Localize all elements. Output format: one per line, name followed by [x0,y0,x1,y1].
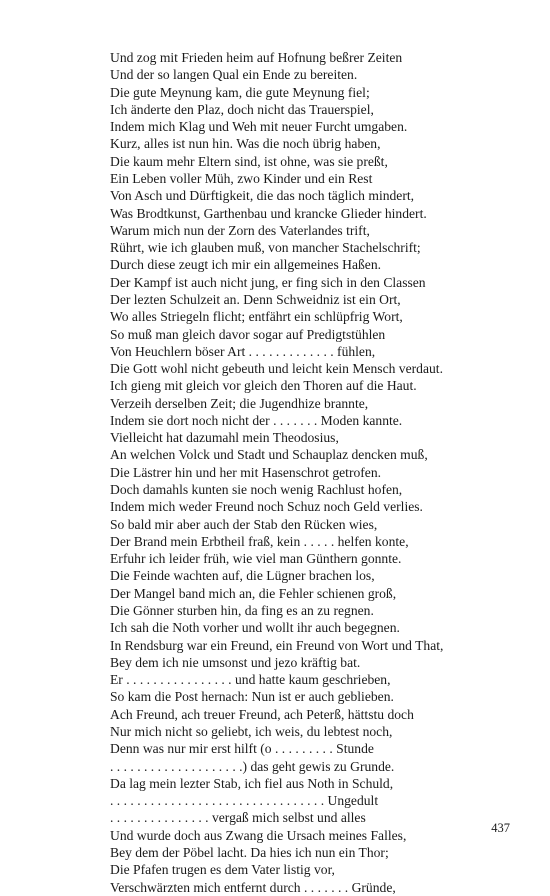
poem-line: An welchen Volck und Stadt und Schauplaz dencken muß, [110,447,428,463]
poem-line: Die gute Meynung kam, die gute Meynung fiel; [110,84,370,100]
poem-line: Indem mich weder Freund noch Schuz noch Geld verlies. [110,499,423,515]
poem-line: Die Lästrer hin und her mit Hasenschrot getrofen. [110,464,382,480]
page-number: 437 [491,821,510,835]
poem-line: Denn was nur mir erst hilft (o . . . . . . . . . Stunde [110,741,374,757]
poem-line: Und zog mit Frieden heim auf Hofnung beßrer Zeiten [110,50,403,65]
poem-line: Ein Leben voller Müh, zwo Kinder und ein Rest [110,170,373,186]
poem-line: Die Feinde wachten auf, die Lügner brachen los, [110,568,375,584]
poem-line: Der lezten Schulzeit an. Denn Schweidniz ist ein Ort, [110,291,401,307]
poem-line: . . . . . . . . . . . . . . . . . . . . . . . . . . . . . . . . Ungedult [110,793,379,809]
poem-line: So bald mir aber auch der Stab den Rücken wies, [110,516,378,532]
poem-line: Von Heuchlern böser Art . . . . . . . . . . . . . fühlen, [110,343,376,359]
poem-line: Von Asch und Dürftigkeit, die das noch täglich mindert, [110,188,415,204]
poem-line: Erfuhr ich leider früh, wie viel man Günthern gonnte. [110,551,402,567]
poem-line: So kam die Post hernach: Nun ist er auch geblieben. [110,689,394,705]
poem-line: Doch damahls kunten sie noch wenig Rachlust hofen, [110,482,403,498]
poem-line: Indem sie dort noch nicht der . . . . . . . Moden kannte. [110,412,403,428]
poem-line: Verzeih derselben Zeit; die Jugendhize brannte, [110,395,369,411]
poem-line: Er . . . . . . . . . . . . . . . . und hatte kaum geschrieben, [110,672,391,688]
poem-line: Bey dem ich nie umsonst und jezo kräftig bat. [110,654,361,670]
poem-line: Der Mangel band mich an, die Fehler schienen groß, [110,585,397,601]
poem-line: Indem mich Klag und Weh mit neuer Furcht umgaben. [110,119,408,135]
poem-line: Ich gieng mit gleich vor gleich den Thoren auf die Haut. [110,378,417,394]
poem-line: Bey dem der Pöbel lacht. Da hies ich nun ein Thor; [110,844,389,860]
poem-line: Und wurde doch aus Zwang die Ursach meines Falles, [110,827,407,843]
poem-line: Ach Freund, ach treuer Freund, ach Peterß, hättstu doch [110,706,414,722]
poem-line: In Rendsburg war ein Freund, ein Freund von Wort und That, [110,637,444,653]
poem-line: Nur mich nicht so geliebt, ich weis, du lebtest noch, [110,723,393,739]
poem-line: Rührt, wie ich glauben muß, von mancher Stachelschrift; [110,240,421,256]
poem-line: Und der so langen Qual ein Ende zu bereiten. [110,67,358,83]
poem-line: Vielleicht hat dazumahl mein Theodosius, [110,430,339,446]
poem-line: . . . . . . . . . . . . . . . vergaß mich selbst und alles [110,810,366,826]
poem-line: Die kaum mehr Eltern sind, ist ohne, was sie preßt, [110,153,388,169]
poem-line: Die Gott wohl nicht gebeuth und leicht kein Mensch verdaut. [110,361,443,377]
poem-line: Kurz, alles ist nun hin. Was die noch übrig haben, [110,136,381,152]
poem-line: Verschwärzten mich entfernt durch . . . . . . . Gründe, [110,879,396,895]
poem-line: Ich sah die Noth vorher und wollt ihr auch begegnen. [110,620,400,636]
poem-line: So muß man gleich davor sogar auf Predigtstühlen [110,326,386,342]
poem-line: Da lag mein lezter Stab, ich fiel aus Noth in Schuld, [110,775,394,791]
poem-line: Durch diese zeugt ich mir ein allgemeines Haßen. [110,257,382,273]
poem-line: . . . . . . . . . . . . . . . . . . . .) das geht gewis zu Grunde. [110,758,395,774]
poem-text [110,49,530,896]
poem-line: Der Kampf ist auch nicht jung, er fing sich in den Classen [110,274,426,290]
poem-line: Die Gönner sturben hin, da fing es an zu regnen. [110,603,374,618]
poem-line: Wo alles Striegeln flicht; entfährt ein schlüpfrig Wort, [110,309,403,325]
poem-line: Die Pfafen trugen es dem Vater listig vor, [110,862,335,878]
poem-line: Warum mich nun der Zorn des Vaterlandes trift, [110,222,370,238]
poem-line: Ich änderte den Plaz, doch nicht das Trauerspiel, [110,101,374,117]
poem-line: Der Brand mein Erbtheil fraß, kein . . . . . helfen konte, [110,533,409,549]
poem-line: Was Brodtkunst, Garthenbau und krancke Glieder hindert. [110,205,427,221]
